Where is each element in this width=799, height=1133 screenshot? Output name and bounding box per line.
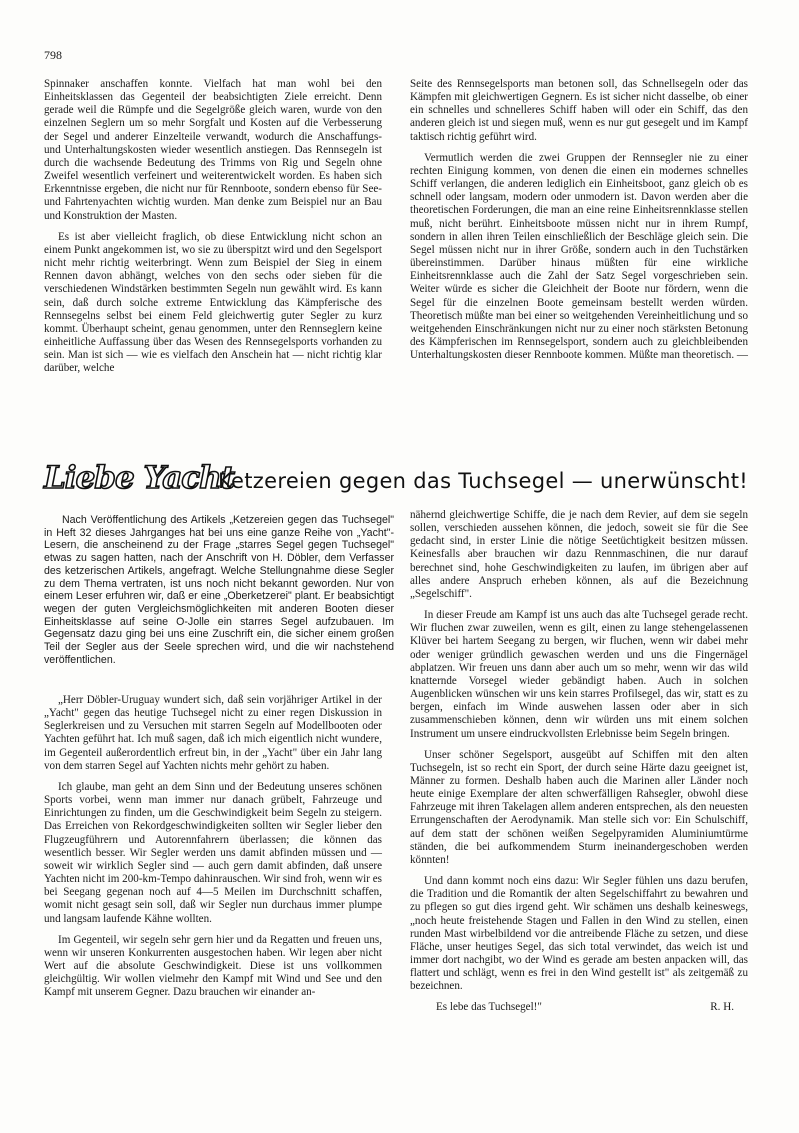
paragraph: Ich glaube, man geht an dem Sinn und der Bedeutung unseres schönen Sports vorbei, wenn man immer nur danach grübelt, Fahrzeuge und Einrichtungen zu finden, um die Geschwindigkeit beim Segeln zu steigern. Das Erreichen von Rekordgeschwindigkeiten sollten wir Segler lieber den Flugzeugführern und Autorennfahrern überlassen; die können das wesentlich besser. Wir Segler werden uns damit abfinden müssen und — soweit wir wirklich Segler sind — auch gern damit abfinden, daß unsere Yachten nicht im 200-km-Tempo dahinrauschen. Wir sind froh, wenn wir es bei Seegang gegenan noch auf 4—5 Meilen im Durchschnitt schaffen, womit nicht gesagt sein soll, daß wir Segler nun durchaus immer plumpe und langsam laufende Kähne wollten. bbox=[44, 780, 382, 925]
paragraph: Es ist aber vielleicht fraglich, ob diese Entwicklung nicht schon an einem Punkt angekommen ist, wo sie zu überspitzt wird und den Segelsport nicht mehr richtig weiterbringt. Wenn zum Beispiel der Sieg in einem Rennen davon abhängt, welches von den sechs oder sieben für die verschiedenen Windstärken bestimmten Segeln nun gewählt wird. Es kann sein, daß durch solche extreme Entwicklung das Kämpferische des Rennsegelns selbst bei einem Feld gleichwertig guter Segler zu kurz kommt. Überhaupt scheint, genau genommen, unter den Rennseglern keine einheitliche Auffassung über das Wesen des Rennsegelsports vorhanden zu sein. Man ist sich — wie es vielfach den Anschein hat — nicht richtig klar darüber, welche bbox=[44, 230, 382, 375]
closing-text: Es lebe das Tuchsegel!" bbox=[436, 1001, 542, 1014]
paragraph: In dieser Freude am Kampf ist uns auch das alte Tuchsegel gerade recht. Wir fluchen zwar zuweilen, wenn es gilt, einen zu lange stehengelassenen Klüver bei hartem Seegang zu bergen, wir fluchen, wenn wir dabei mehr oder weniger gründlich gewaschen werden und uns die Fingernägel abplatzen. Wir freuen uns dann aber auch um so mehr, wenn wir das wild knatternde Vorsegel wieder gebändigt haben. Auch in solchen Augenblicken wünschen wir uns kein starres Profilsegel, das wir, statt es zu bergen, einfach im Winde auswehen lassen oder aber in sich zusammenschieben können, denn wir würden uns mit einem solchen Instrument um unsere eindruckvollsten Erlebnisse beim Segeln bringen. bbox=[410, 609, 748, 740]
paragraph: Seite des Rennsegelsports man betonen soll, das Schnellsegeln oder das Kämpfen mit gleichwertigen Gegnern. Es ist sicher nicht dasselbe, ob einer ein schnelles und schnelleres Schiff haben will oder ein Schiff, das den anderen gleich ist und siegen muß, wenn es nur gut gesegelt und im Kampf taktisch richtig geführt wird. bbox=[410, 78, 748, 143]
article-title: Ketzereien gegen das Tuchsegel — unerwünscht! bbox=[218, 469, 748, 493]
paragraph: „Herr Döbler-Uruguay wundert sich, daß sein vorjähriger Artikel in der „Yacht" gegen das heutige Tuchsegel nicht zu einer regen Diskussion in Seglerkreisen und zu Versuchen mit starren Segeln auf Modellbooten oder Yachten geführt hat. Ich muß sagen, daß ich mich eigentlich nicht wundere, im Gegenteil außerordentlich erfreut bin, in der „Yacht" über ein Jahr lang von dem starren Segel auf Yachten nichts mehr gehört zu haben. bbox=[44, 694, 382, 772]
paragraph: nähernd gleichwertige Schiffe, die je nach dem Revier, auf dem sie segeln sollen, verschieden aussehen können, die jedoch, soweit sie für die See gedacht sind, in erster Linie die nötige Seetüchtigkeit besitzen müssen. Keinesfalls aber brauchen wir dazu Rennmaschinen, die nur darauf berechnet sind, hohe Geschwindigkeiten zu laufen, im übrigen aber auf alles andere Anspruch erheben können, als auf die Bezeichnung „Segelschiff". bbox=[410, 509, 748, 600]
editorial-intro bbox=[44, 514, 394, 666]
closing-line bbox=[410, 1001, 748, 1014]
intro-text: Nach Veröffentlichung des Artikels „Ketzereien gegen das Tuchsegel" in Heft 32 dieses Jahrganges hat bei uns eine ganze Reihe von „Yacht"-Lesern, die anscheinend zu der Frage „starres Segel gegen Tuchsegel" etwas zu sagen hatten, nach der Anschrift von H. Döbler, dem Verfasser des ketzerischen Artikels, angefragt. Welche Stellungnahme diese Segler zu dem Thema vertraten, ist uns noch nicht bekannt geworden. Nur von einem Leser erfuhren wir, daß er eine „Oberketzerei" plant. Er beabsichtigt wegen der guten Vergleichsmöglichkeiten mit anderen Booten dieser Einheitsklasse auf seine O-Jolle ein starres Segel aufzubauen. Im Gegensatz dazu ging bei uns eine Zuschrift ein, die sicher einem großen Teil der Segler aus der Seele sprechen wird, und die wir nachstehend veröffentlichen. bbox=[44, 514, 394, 666]
paragraph: Und dann kommt noch eins dazu: Wir Segler fühlen uns dazu berufen, die Tradition und die Romantik der alten Segelschiffahrt zu bewahren und zu pflegen so gut dies irgend geht. Wir schämen uns deshalb keineswegs, „noch heute freistehende Stagen und Fallen in den Wind zu stellen, einen runden Mast wirbelbildend vor die antreibende Fläche zu setzen, und diese Fläche, unser heutiges Segel, das sich total verwindet, das weich ist und immer dort nachgibt, wo der Wind es gerade am besten anpacken will, das flattert und schlägt, wenn es frei in den Wind gestellt ist" als zeitgemäß zu bezeichnen. bbox=[410, 875, 748, 993]
column-1 bbox=[44, 78, 382, 383]
column-logo: Liebe Yacht bbox=[44, 460, 235, 496]
author-signature: R. H. bbox=[710, 1001, 734, 1014]
paragraph: Spinnaker anschaffen konnte. Vielfach hat man wohl bei den Einheitsklassen das Gegenteil der beabsichtigten Ziele erreicht. Denn gerade weil die Rümpfe und die Segelgröße gleich waren, wurde von den einzelnen Seglern um so mehr Sorgfalt und Kosten auf die Verbesserung der Segel und anderer Einzelteile verwandt, wodurch die Anschaffungs- und Unterhaltungskosten wieder wesentlich anstiegen. Das Rennsegeln ist durch die wachsende Bedeutung des Trimms von Rig und Segeln ohne Zweifel wesentlich verfeinert und weiterentwickelt worden. Es haben sich Erkenntnisse ergeben, die nicht nur für Rennboote, sondern ebenso für See- und Fahrtenyachten wichtig wurden. Man denke zum Beispiel nur an Bau und Konstruktion der Masten. bbox=[44, 78, 382, 222]
article-heading bbox=[44, 456, 754, 506]
column-2 bbox=[410, 78, 748, 370]
paragraph: Unser schöner Segelsport, ausgeübt auf Schiffen mit den alten Tuchsegeln, ist so recht ein Sport, der durch seine Härte dazu geeignet ist, Männer zu formen. Deshalb haben auch die Marinen aller Länder noch heute einige Exemplare der alten schwerfälligen Rahsegler, obwohl diese Fahrzeuge mit ihren Takelagen allem anderen entsprechen, als den neuesten Errungenschaften der Aerodynamik. Man stelle sich vor: Ein Schulschiff, auf dem statt der schönen weißen Segelpyramiden Aluminiumtürme ständen, die bei aufkommendem Sturm ineinandergeschoben werden könnten! bbox=[410, 748, 748, 866]
column-4 bbox=[410, 509, 748, 1015]
page-number: 798 bbox=[44, 48, 62, 62]
paragraph: Vermutlich werden die zwei Gruppen der Rennsegler nie zu einer rechten Einigung kommen, von denen die einen ein modernes schnelles Schiff verlangen, die anderen lediglich ein Einheitsboot, ganz gleich ob es schnell oder langsam, modern oder unmodern ist. Davon werden aber die theoretischen Forderungen, die man an eine reine Einheitsrennklasse stellen muß, nicht berührt. Einheitsboote müssen nicht nur in ihrem Rumpf, sondern in allen ihren Teilen einschließlich der Beschläge gleich sein. Die Segel müssen nicht nur in ihrer Größe, sondern auch in den Tuchstärken übereinstimmen. Darüber hinaus müßten für eine wirkliche Einheitsrennklasse auch die Zahl der Satz Segel vorgeschrieben sein. Weiter würde es sicher die Gleichheit der Boote nur fördern, wenn die Segel für die einzelnen Boote gemeinsam bestellt werden würden. Theoretisch müßte man bei einer so weitgehenden Vereinheitlichung und so weitgehenden Einschränkungen nicht nur zu einer noch stärksten Betonung des Kämpferischen im Rennsegelsport, sondern auch zu gleichbleibenden Unterhaltungskosten dieser Rennboote kommen. Müßte man theoretisch. — bbox=[410, 151, 748, 362]
column-3 bbox=[44, 694, 382, 1007]
paragraph: Im Gegenteil, wir segeln sehr gern hier und da Regatten und freuen uns, wenn wir unseren Konkurrenten ausgestochen haben. Wir legen aber nicht Wert auf die absolute Geschwindigkeit. Diese ist uns vollkommen gleichgültig. Wir wollen vielmehr den Kampf mit Wind und See und den Kampf mit unserem Gegner. Dazu brauchen wir einander an- bbox=[44, 933, 382, 999]
